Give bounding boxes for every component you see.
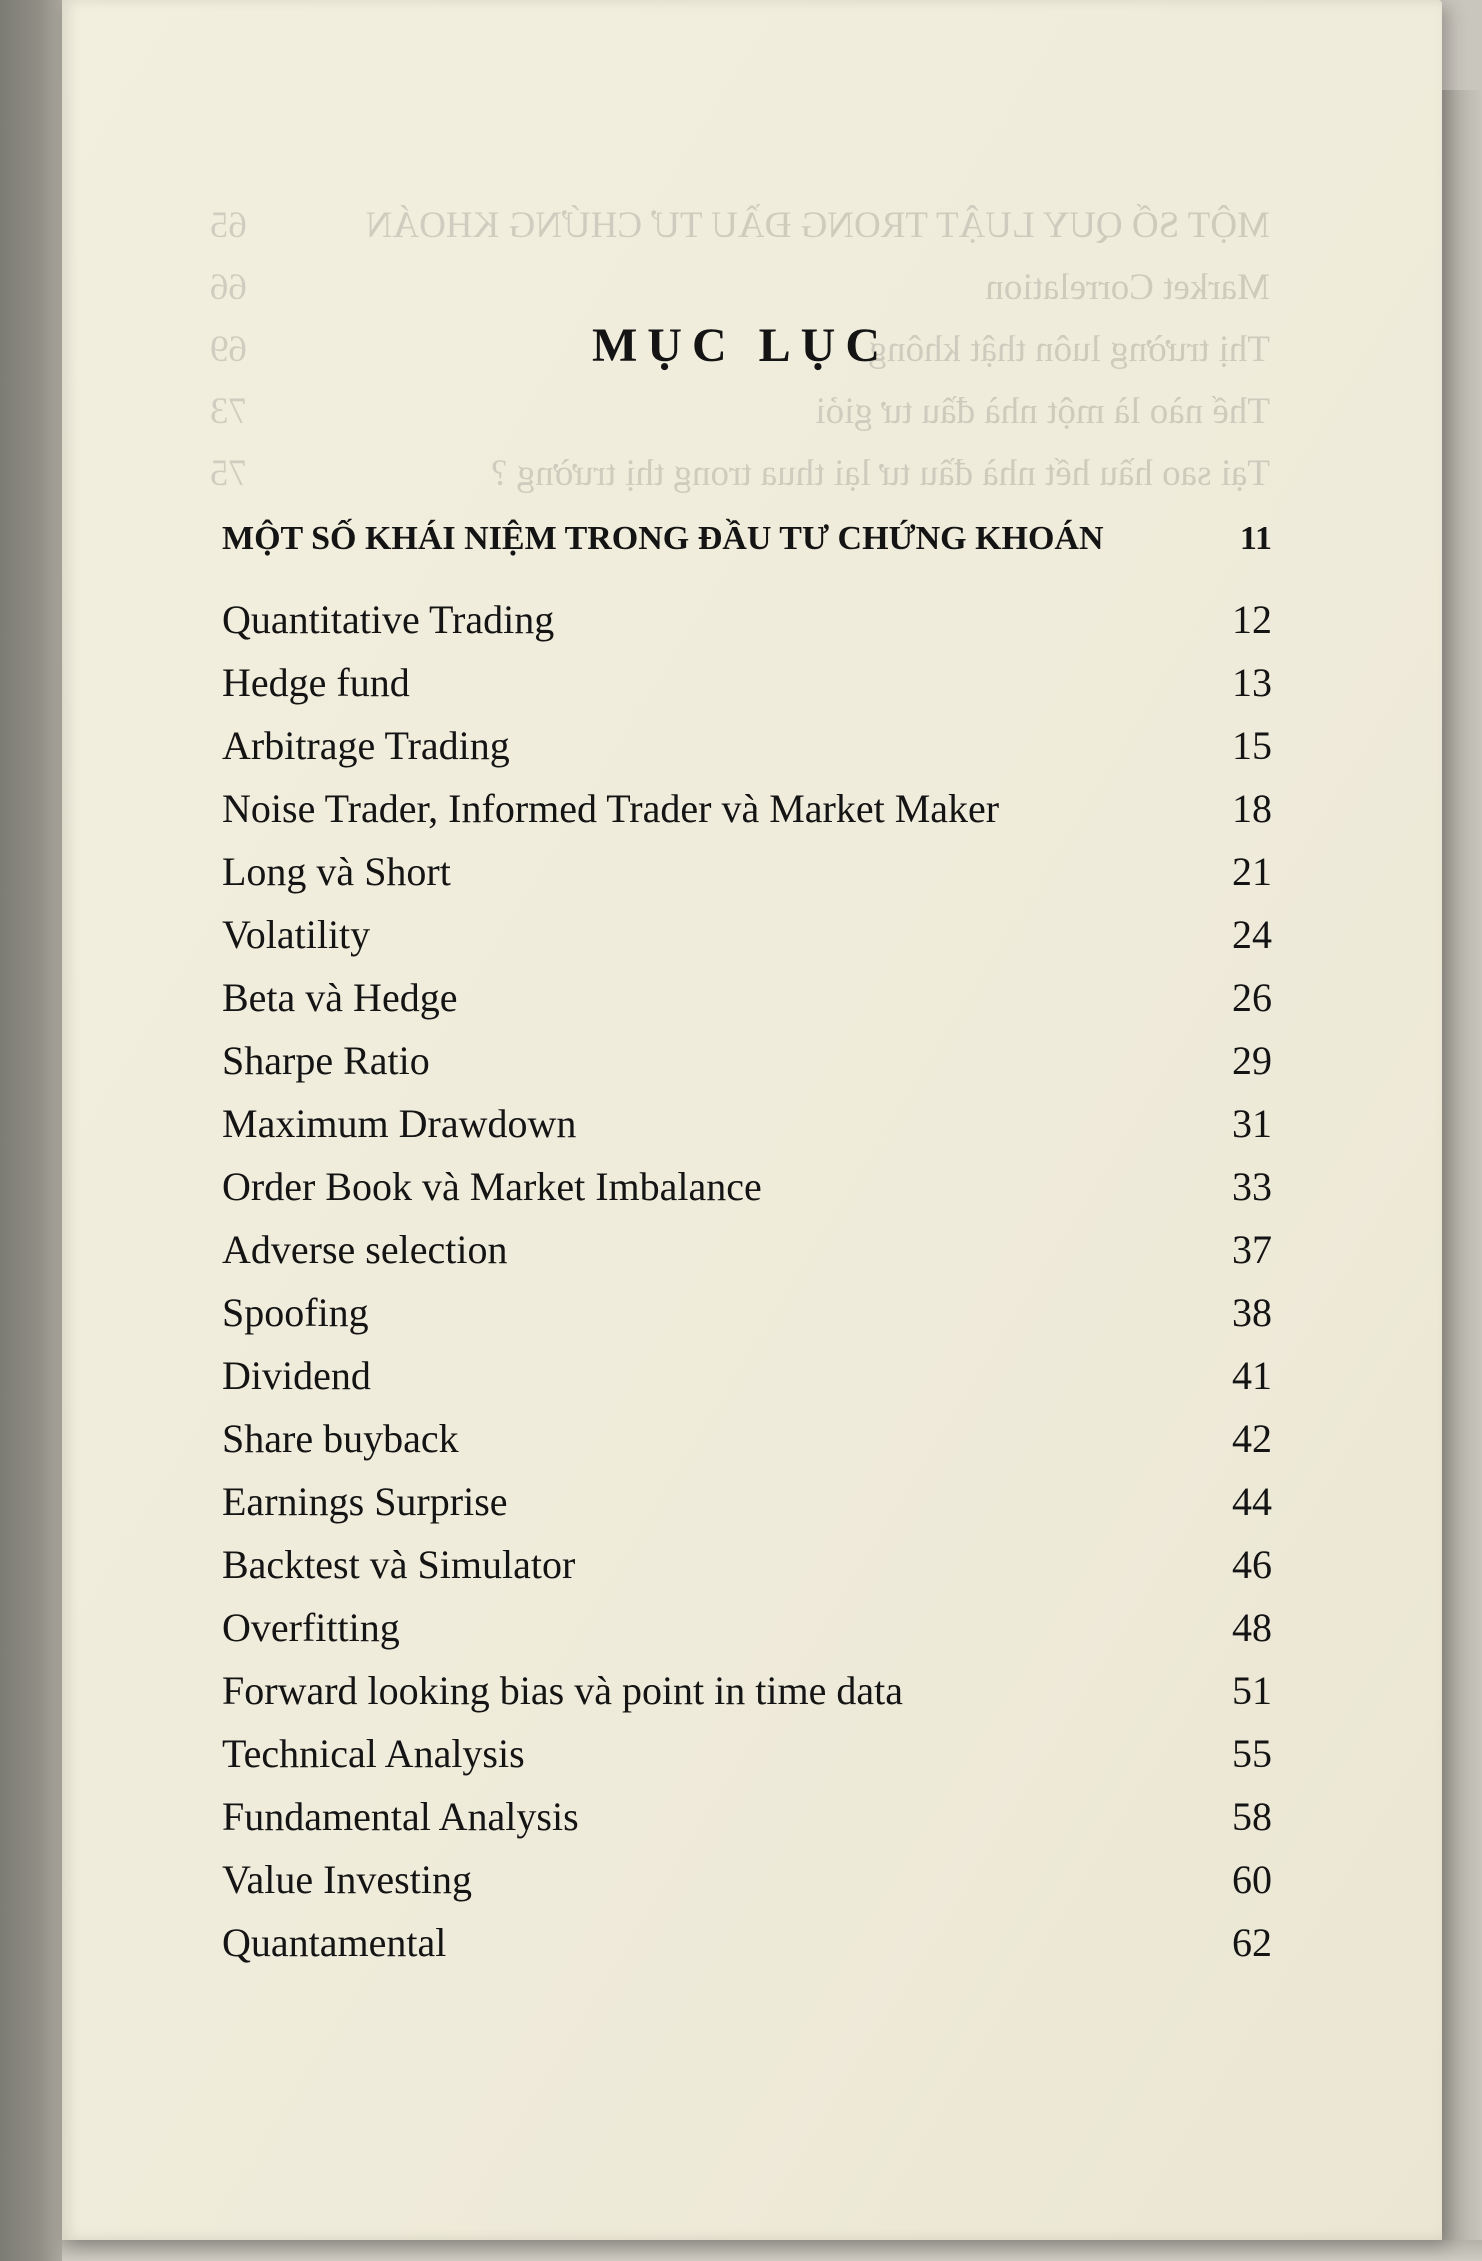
toc-entry: [222, 1596, 1272, 1659]
toc-entry: [222, 1344, 1272, 1407]
toc-entry-page: 33: [1232, 1164, 1272, 1209]
toc-entry-page: 13: [1232, 660, 1272, 705]
toc-entry-label: Value Investing: [222, 1857, 472, 1902]
toc-entry-label: Quantitative Trading: [222, 597, 555, 642]
toc-entry: [222, 777, 1272, 840]
toc-entry: [222, 1911, 1272, 1974]
section-heading-page: 11: [1239, 520, 1272, 557]
toc-entry: [222, 903, 1272, 966]
toc-entry: [222, 1659, 1272, 1722]
toc-entry: [222, 1281, 1272, 1344]
toc-entry-page: 21: [1232, 849, 1272, 894]
toc-entry-label: Quantamental: [222, 1920, 447, 1965]
toc-entry-page: 62: [1232, 1920, 1272, 1965]
toc-entry-label: Maximum Drawdown: [222, 1101, 577, 1146]
toc-entry-label: Adverse selection: [222, 1227, 508, 1272]
toc-entry-page: 58: [1232, 1794, 1272, 1839]
toc-entry: [222, 1029, 1272, 1092]
toc-entry: [222, 1218, 1272, 1281]
toc-entry-label: Arbitrage Trading: [222, 723, 510, 768]
toc-entry: [222, 1092, 1272, 1155]
toc-entry-label: Long và Short: [222, 849, 451, 894]
toc-entry-page: 60: [1232, 1857, 1272, 1902]
toc-entry: [222, 966, 1272, 1029]
table-of-contents: [222, 520, 1272, 1974]
toc-entry: [222, 588, 1272, 651]
toc-entry-page: 12: [1232, 597, 1272, 642]
toc-entry-label: Volatility: [222, 912, 371, 957]
toc-entry-page: 42: [1232, 1416, 1272, 1461]
toc-entry-page: 24: [1232, 912, 1272, 957]
toc-entry-page: 51: [1232, 1668, 1272, 1713]
section-heading: [222, 520, 1272, 584]
toc-entry-page: 55: [1232, 1731, 1272, 1776]
toc-entry: [222, 1848, 1272, 1911]
toc-entry: [222, 651, 1272, 714]
toc-entry: [222, 714, 1272, 777]
toc-entry: [222, 1533, 1272, 1596]
toc-entry-label: Order Book và Market Imbalance: [222, 1164, 762, 1209]
toc-entry-page: 26: [1232, 975, 1272, 1020]
toc-entry-page: 29: [1232, 1038, 1272, 1083]
toc-entry-page: 41: [1232, 1353, 1272, 1398]
page-title: MỤC LỤC: [592, 319, 890, 372]
toc-entry: [222, 840, 1272, 903]
toc-entry: [222, 1785, 1272, 1848]
toc-entry: [222, 1722, 1272, 1785]
toc-entry-page: 46: [1232, 1542, 1272, 1587]
toc-entry: [222, 1155, 1272, 1218]
toc-entry-label: Backtest và Simulator: [222, 1542, 576, 1587]
toc-entry-page: 48: [1232, 1605, 1272, 1650]
toc-entry-label: Earnings Surprise: [222, 1479, 508, 1524]
toc-entry-page: 44: [1232, 1479, 1272, 1524]
toc-entry-label: Technical Analysis: [222, 1731, 525, 1776]
toc-entry: [222, 1407, 1272, 1470]
toc-entry-label: Hedge fund: [222, 660, 410, 705]
toc-entry-page: 15: [1232, 723, 1272, 768]
toc-entry-label: Sharpe Ratio: [222, 1038, 430, 1083]
toc-entry-label: Forward looking bias và point in time data: [222, 1668, 903, 1713]
section-heading-label: MỘT SỐ KHÁI NIỆM TRONG ĐẦU TƯ CHỨNG KHOÁN: [222, 520, 1104, 557]
toc-entry-label: Noise Trader, Informed Trader và Market Maker: [222, 786, 1000, 831]
toc-entry-label: Beta và Hedge: [222, 975, 458, 1020]
toc-entry-label: Fundamental Analysis: [222, 1794, 579, 1839]
page-edge-bottom: [62, 2240, 1482, 2261]
toc-entry-page: 38: [1232, 1290, 1272, 1335]
toc-entry-page: 18: [1232, 786, 1272, 831]
toc-entry-page: 31: [1232, 1101, 1272, 1146]
toc-entry: [222, 1470, 1272, 1533]
page-edge: [1442, 90, 1482, 2261]
toc-entry-label: Overfitting: [222, 1605, 400, 1650]
toc-entry-page: 37: [1232, 1227, 1272, 1272]
toc-entry-label: Share buyback: [222, 1416, 459, 1461]
toc-entry-label: Dividend: [222, 1353, 371, 1398]
toc-entry-label: Spoofing: [222, 1290, 369, 1335]
